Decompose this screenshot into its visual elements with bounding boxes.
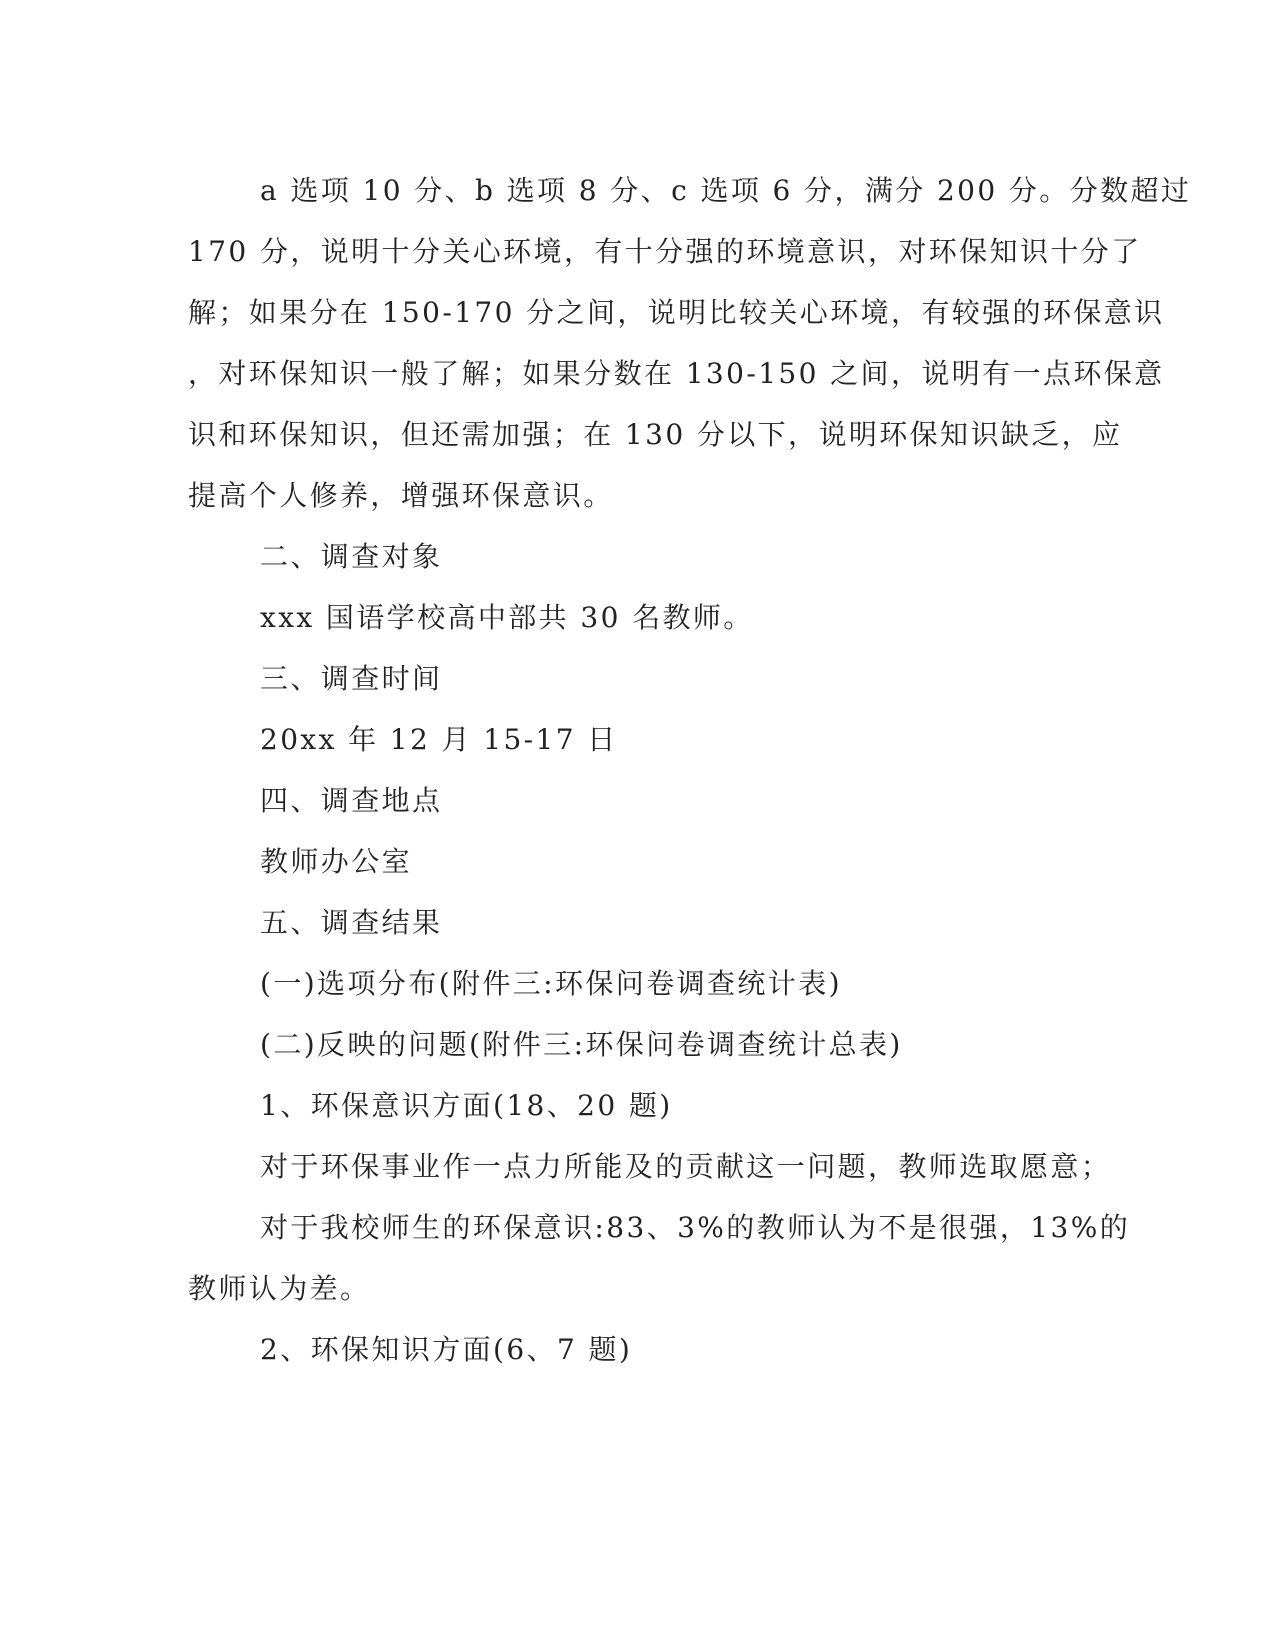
item-knowledge (188, 1319, 1088, 1380)
awareness-contribution-text (188, 1136, 1112, 1197)
survey-location-text (188, 831, 1088, 892)
text-line: 2、环保知识方面(6、7 题) (260, 1333, 633, 1366)
text-line: 教师认为差。 (188, 1272, 371, 1305)
text-line: 170 分，说明十分关心环境，有十分强的环境意识，对环保知识十分了 (188, 235, 1142, 268)
heading-text: 三、调查时间 (260, 662, 443, 695)
section-heading-survey-location (188, 770, 1088, 831)
text-line: 识和环保知识，但还需加强；在 130 分以下，说明环保知识缺乏，应 (188, 418, 1123, 451)
section-heading-survey-subjects (188, 526, 1088, 587)
section-heading-survey-time (188, 648, 1088, 709)
text-line: 提高个人修养，增强环保意识。 (188, 479, 614, 512)
scoring-paragraph (188, 160, 1192, 526)
subheading-option-distribution (188, 953, 1088, 1014)
heading-text: 四、调查地点 (260, 784, 443, 817)
heading-text: 二、调查对象 (260, 540, 443, 573)
text-line: 20xx 年 12 月 15-17 日 (260, 723, 618, 756)
text-line: xxx 国语学校高中部共 30 名教师。 (260, 601, 754, 634)
text-line: ，对环保知识一般了解；如果分数在 130-150 之间，说明有一点环保意 (188, 357, 1165, 390)
text-line: 1、环保意识方面(18、20 题) (260, 1089, 673, 1122)
item-awareness (188, 1075, 1088, 1136)
document-body (188, 160, 1192, 1380)
text-line: a 选项 10 分、b 选项 8 分、c 选项 6 分，满分 200 分。分数超过 (260, 174, 1192, 207)
subheading-reflected-issues (188, 1014, 1088, 1075)
heading-text: 五、调查结果 (260, 906, 443, 939)
text-line: 对于我校师生的环保意识:83、3%的教师认为不是很强，13%的 (260, 1211, 1131, 1244)
text-line: 解；如果分在 150-170 分之间，说明比较关心环境，有较强的环保意识 (188, 296, 1165, 329)
survey-time-text (188, 709, 1088, 770)
section-heading-survey-results (188, 892, 1088, 953)
text-line: 教师办公室 (260, 845, 413, 878)
survey-subjects-text (188, 587, 1088, 648)
text-line: 对于环保事业作一点力所能及的贡献这一问题，教师选取愿意； (260, 1150, 1112, 1183)
text-line: (一)选项分布(附件三:环保问卷调查统计表) (260, 967, 842, 1000)
awareness-evaluation-paragraph (188, 1197, 1131, 1319)
text-line: (二)反映的问题(附件三:环保问卷调查统计总表) (260, 1028, 903, 1061)
